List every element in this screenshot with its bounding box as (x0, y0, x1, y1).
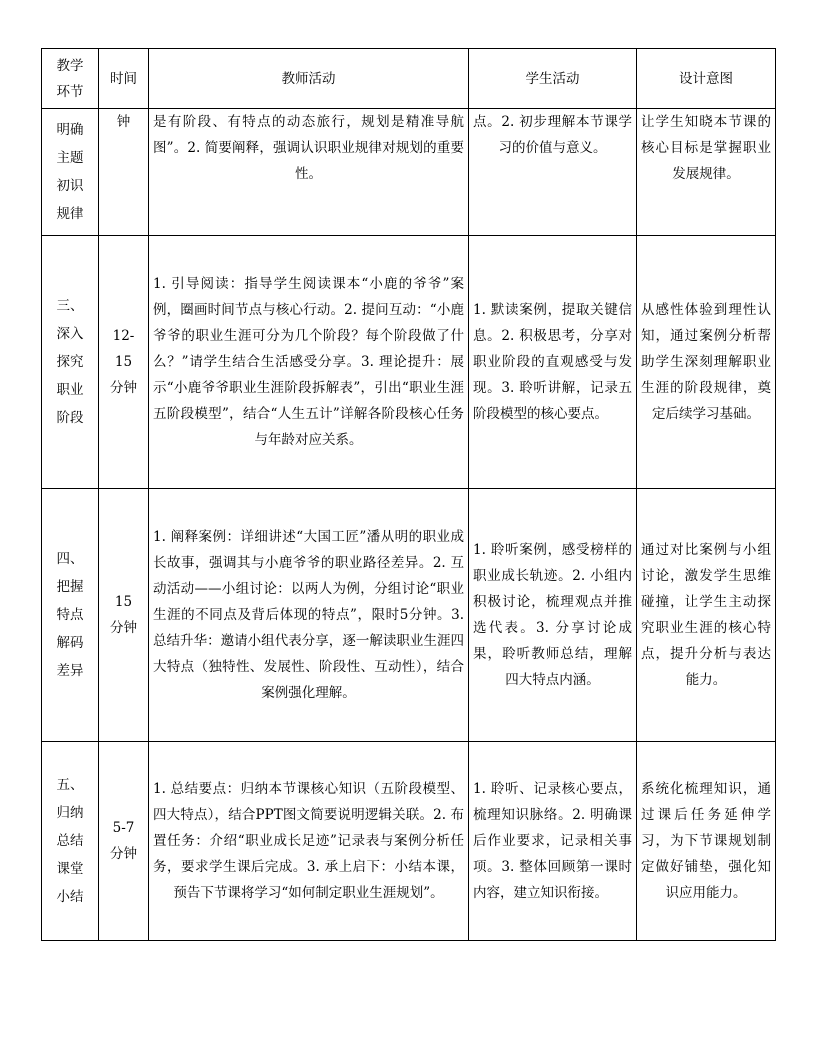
stage-cell: 明确 主题 初识 规律 (42, 109, 99, 236)
header-design-intent: 设计意图 (637, 49, 776, 109)
time-cell: 钟 (99, 109, 149, 236)
teacher-activity-cell: 1. 总结要点：归纳本节课核心知识（五阶段模型、四大特点），结合PPT图文简要说明逻辑关联。2. 布置任务：介绍“职业成长足迹”记录表与案例分析任务，要求学生课后完成。3. 承上启下：小结本课，预告下节课将学习“如何制定职业生涯规划”。 (149, 742, 469, 941)
teacher-activity-cell: 是有阶段、有特点的动态旅行，规划是精准导航图”。2. 简要阐释，强调认识职业规律对规划的重要性。 (149, 109, 469, 236)
stage-cell: 五、 归纳 总结 课堂 小结 (42, 742, 99, 941)
header-teacher-activity: 教师活动 (149, 49, 469, 109)
header-student-activity: 学生活动 (469, 49, 637, 109)
student-activity-cell: 点。2. 初步理解本节课学习的价值与意义。 (469, 109, 637, 236)
header-time: 时间 (99, 49, 149, 109)
student-activity-cell: 1. 默读案例，提取关键信息。2. 积极思考，分享对职业阶段的直观感受与发现。3. 聆听讲解，记录五阶段模型的核心要点。 (469, 236, 637, 489)
teacher-activity-cell: 1. 阐释案例：详细讲述“大国工匠”潘从明的职业成长故事，强调其与小鹿爷爷的职业路径差异。2. 互动活动——小组讨论：以两人为例，分组讨论“职业生涯的不同点及背后体现的特点”，限时5分钟。3. 总结升华：邀请小组代表分享，逐一解读职业生涯四大特点（独特性、发展性、阶段性、互动性），结合案例强化理解。 (149, 489, 469, 742)
table-row (42, 236, 776, 489)
table-row (42, 109, 776, 236)
lesson-plan-table (41, 48, 776, 941)
header-stage: 教学 环节 (42, 49, 99, 109)
teacher-activity-cell: 1. 引导阅读：指导学生阅读课本“小鹿的爷爷”案例，圈画时间节点与核心行动。2. 提问互动：“小鹿爷爷的职业生涯可分为几个阶段？每个阶段做了什么？”请学生结合生活感受分享。3. 理论提升：展示“小鹿爷爷职业生涯阶段拆解表”，引出“职业生涯五阶段模型”，结合“人生五计”详解各阶段核心任务与年龄对应关系。 (149, 236, 469, 489)
design-intent-cell: 让学生知晓本节课的核心目标是掌握职业发展规律。 (637, 109, 776, 236)
design-intent-cell: 从感性体验到理性认知，通过案例分析帮助学生深刻理解职业生涯的阶段规律，奠定后续学习基础。 (637, 236, 776, 489)
table-row (42, 489, 776, 742)
time-cell: 15 分钟 (99, 489, 149, 742)
student-activity-cell: 1. 聆听、记录核心要点，梳理知识脉络。2. 明确课后作业要求，记录相关事项。3. 整体回顾第一课时内容，建立知识衔接。 (469, 742, 637, 941)
header-row (42, 49, 776, 109)
stage-cell: 四、 把握 特点 解码 差异 (42, 489, 99, 742)
time-cell: 5-7 分钟 (99, 742, 149, 941)
table-row (42, 742, 776, 941)
time-cell: 12- 15 分钟 (99, 236, 149, 489)
stage-cell: 三、 深入 探究 职业 阶段 (42, 236, 99, 489)
design-intent-cell: 系统化梳理知识，通过课后任务延伸学习，为下节课规划制定做好铺垫，强化知识应用能力。 (637, 742, 776, 941)
student-activity-cell: 1. 聆听案例，感受榜样的职业成长轨迹。2. 小组内积极讨论，梳理观点并推选代表。3. 分享讨论成果，聆听教师总结，理解四大特点内涵。 (469, 489, 637, 742)
design-intent-cell: 通过对比案例与小组讨论，激发学生思维碰撞，让学生主动探究职业生涯的核心特点，提升分析与表达能力。 (637, 489, 776, 742)
